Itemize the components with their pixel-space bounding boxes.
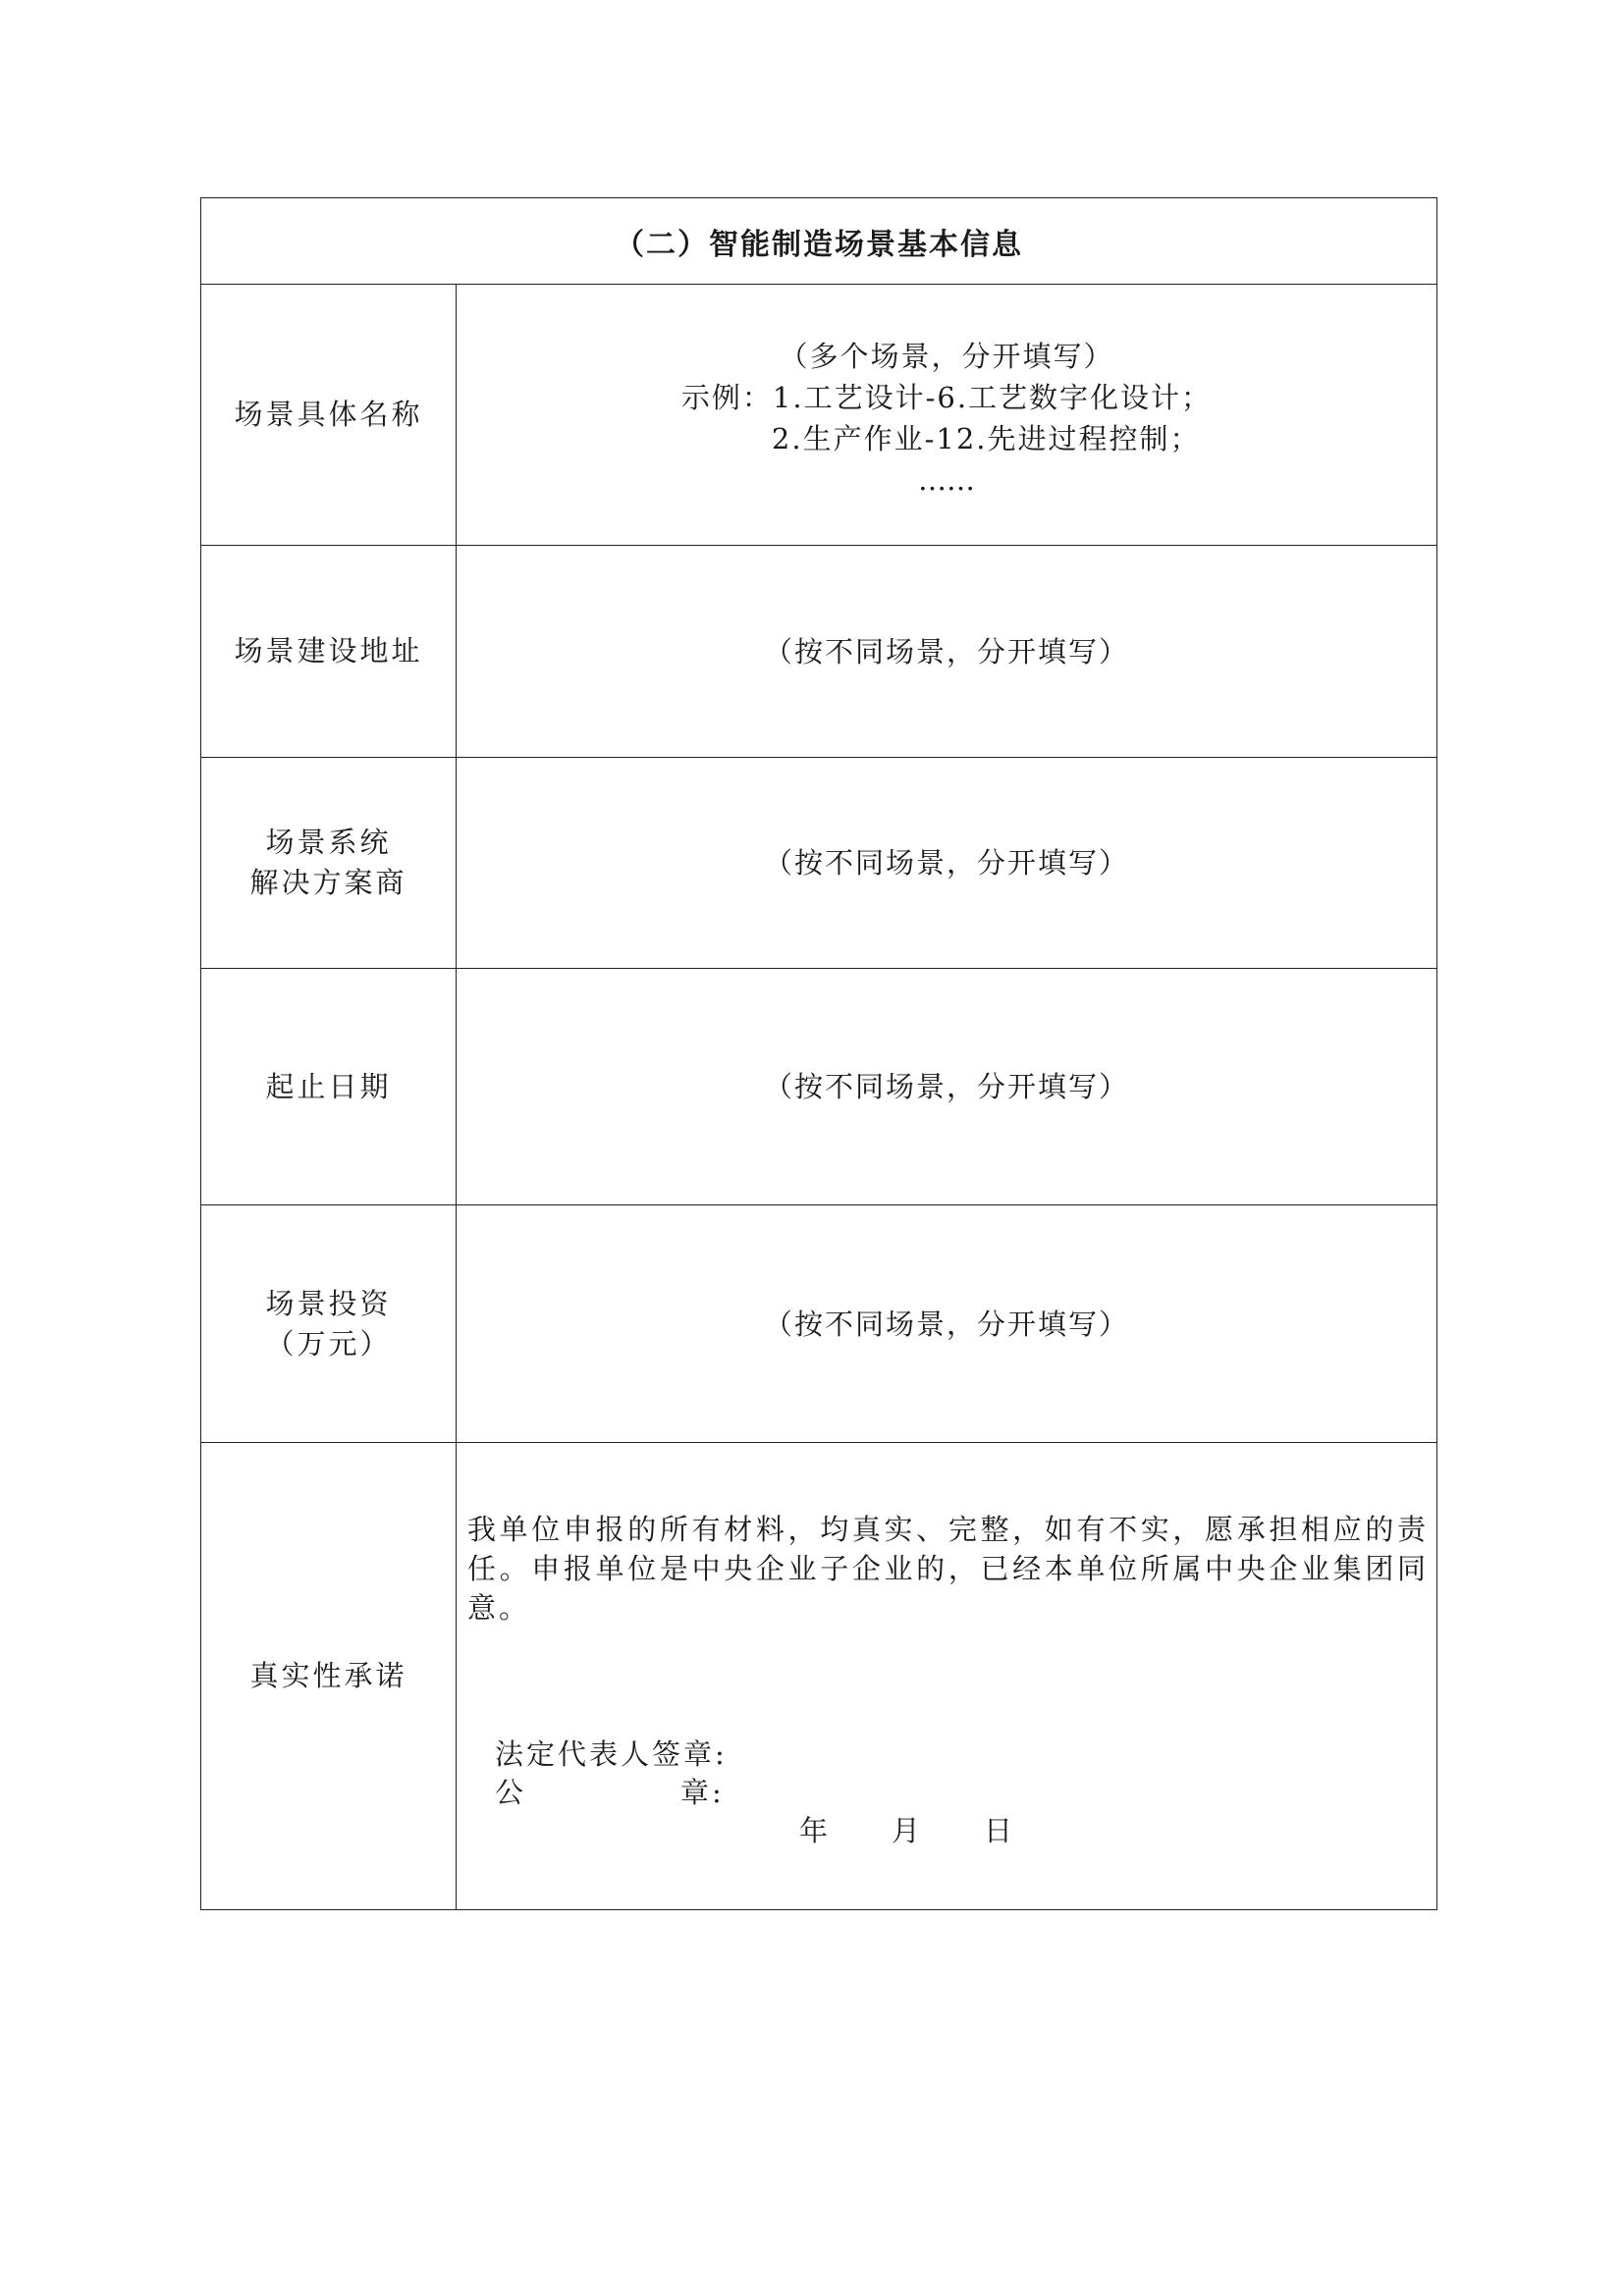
investment-label bbox=[201, 1205, 457, 1443]
legal-rep-signature-label: 法定代表人签章: bbox=[495, 1737, 728, 1771]
row-scene-name bbox=[201, 285, 1437, 546]
row-investment bbox=[201, 1205, 1437, 1443]
promise-field[interactable] bbox=[457, 1443, 1437, 1910]
dates-field[interactable]: （按不同场景，分开填写） bbox=[457, 969, 1437, 1205]
row-vendor bbox=[201, 758, 1437, 969]
scene-name-field[interactable] bbox=[457, 285, 1437, 546]
scene-info-table bbox=[200, 197, 1437, 1910]
investment-field[interactable]: （按不同场景，分开填写） bbox=[457, 1205, 1437, 1443]
address-label: 场景建设地址 bbox=[201, 546, 457, 758]
official-seal-label-part-1: 公 bbox=[495, 1776, 527, 1809]
date-year-label: 年 bbox=[799, 1814, 832, 1847]
address-field[interactable]: （按不同场景，分开填写） bbox=[457, 546, 1437, 758]
vendor-label-line-2: 解决方案商 bbox=[249, 866, 407, 899]
date-day-label: 日 bbox=[984, 1814, 1016, 1847]
investment-label-line-1: 场景投资 bbox=[265, 1286, 392, 1320]
scene-name-instructions bbox=[681, 330, 1212, 501]
dates-label: 起止日期 bbox=[201, 969, 457, 1205]
investment-label-line-2: （万元） bbox=[265, 1326, 392, 1361]
scene-name-example-2: 2.生产作业-12.先进过程控制； bbox=[771, 421, 1201, 455]
section-title: （二）智能制造场景基本信息 bbox=[201, 198, 1437, 285]
row-promise bbox=[201, 1443, 1437, 1910]
promise-label: 真实性承诺 bbox=[201, 1443, 457, 1910]
vendor-label bbox=[201, 758, 457, 969]
scene-name-example-1: 示例：1.工艺设计-6.工艺数字化设计； bbox=[680, 380, 1213, 414]
scene-name-note: （多个场景，分开填写） bbox=[779, 339, 1114, 373]
vendor-label-line-1: 场景系统 bbox=[265, 826, 392, 859]
promise-statement: 我单位申报的所有材料，均真实、完整，如有不实，愿承担相应的责任。申报单位是中央企业子企业的，已经本单位所属中央企业集团同意。 bbox=[467, 1513, 1429, 1625]
scene-name-label: 场景具体名称 bbox=[201, 285, 457, 546]
row-dates bbox=[201, 969, 1437, 1205]
date-month-label: 月 bbox=[892, 1814, 924, 1847]
row-address bbox=[201, 546, 1437, 758]
vendor-field[interactable]: （按不同场景，分开填写） bbox=[457, 758, 1437, 969]
official-seal-label-part-2: 章: bbox=[680, 1776, 725, 1809]
scene-name-ellipsis: …… bbox=[917, 462, 975, 497]
